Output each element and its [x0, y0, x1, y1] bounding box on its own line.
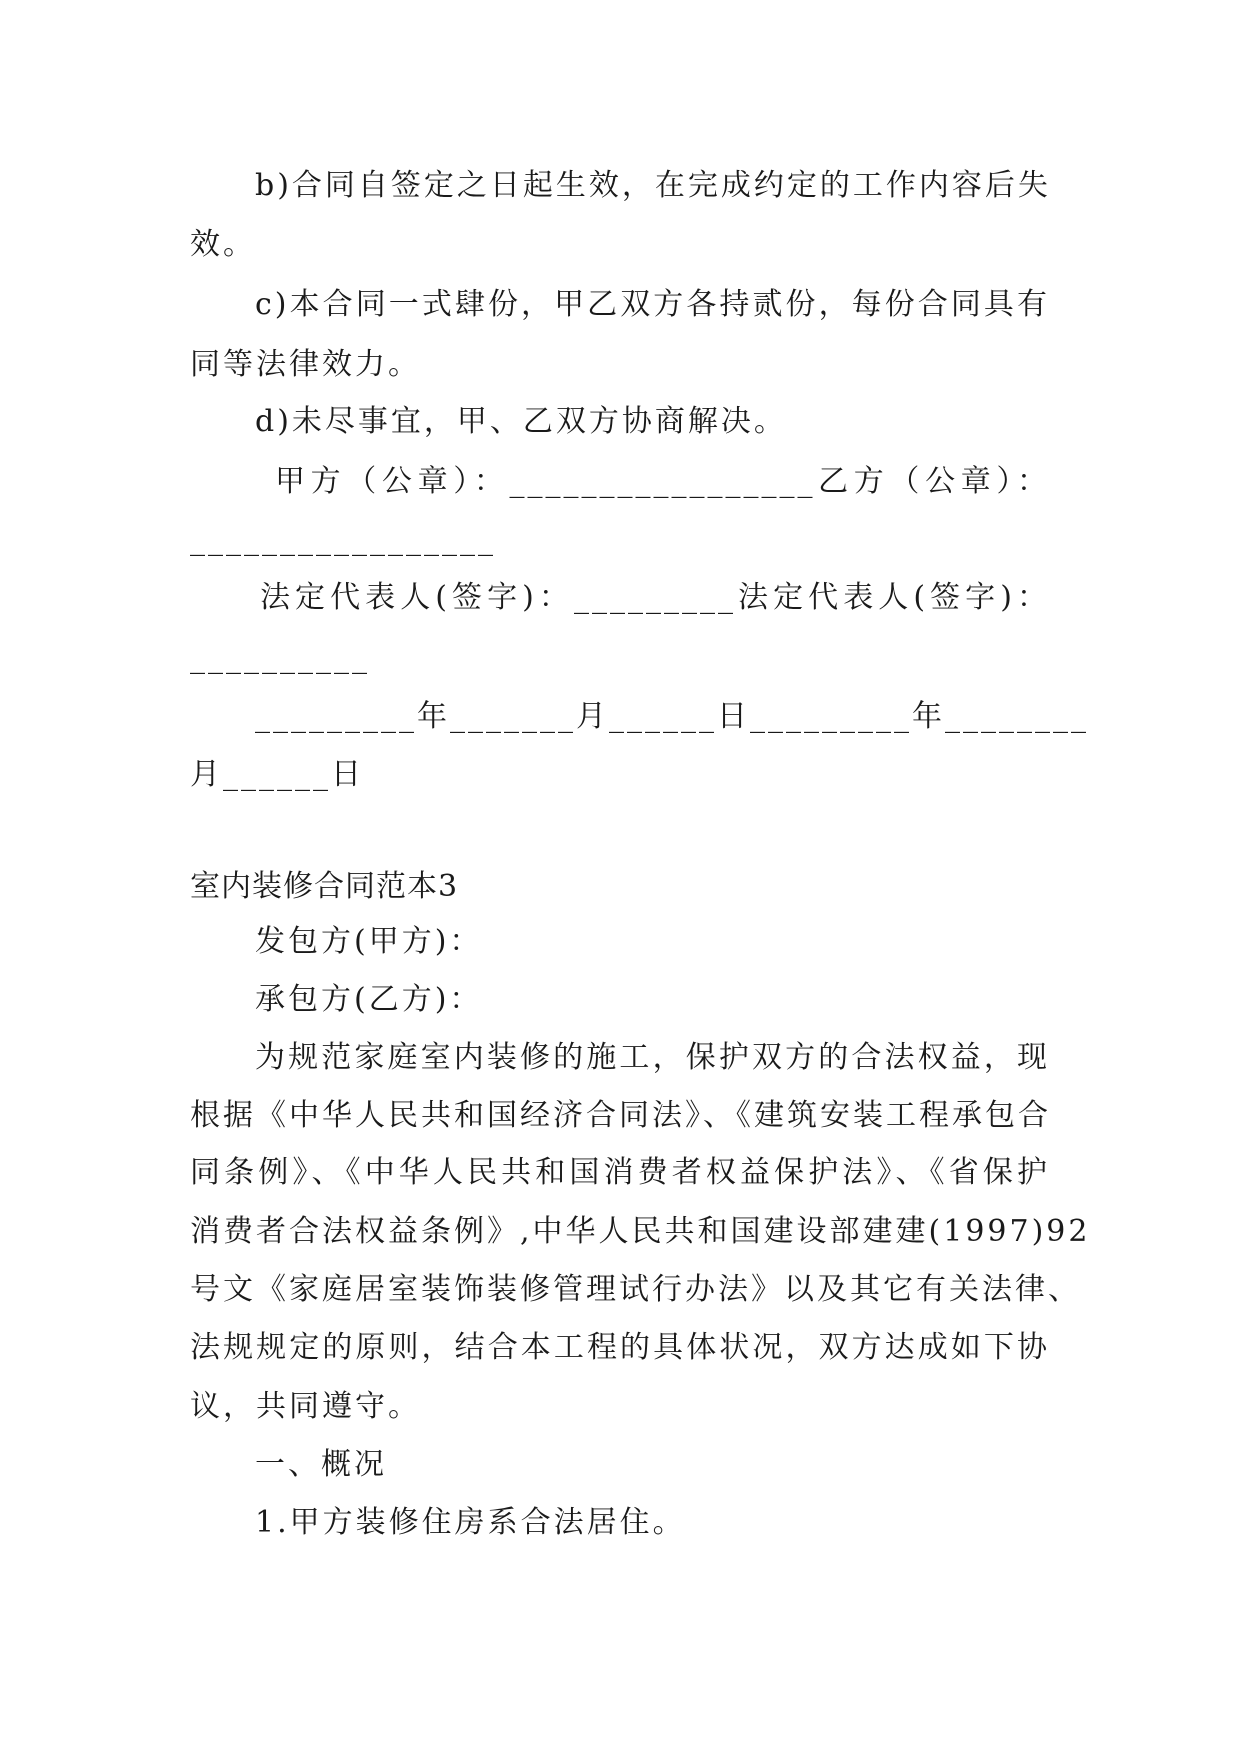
clause-c-line2: 同等法律效力。: [190, 347, 421, 382]
date-line2: 月______日: [190, 757, 364, 792]
preamble-line6: 法规规定的原则，结合本工程的具体状况，双方达成如下协: [190, 1330, 1050, 1365]
date-line1: _________年_______月______日_________年________: [255, 699, 1089, 734]
signature-line: 法定代表人(签字)：_________法定代表人(签字)：: [260, 580, 1050, 615]
party-a-label: 发包方(甲方)：: [255, 924, 483, 959]
preamble-line7: 议，共同遵守。: [190, 1389, 421, 1424]
clause-b-line2: 效。: [190, 227, 256, 262]
seal-line: 甲方（公章）：_________________乙方（公章）：: [275, 464, 1050, 499]
clause-d: d)未尽事宜，甲、乙双方协商解决。: [255, 404, 787, 439]
signature-blank: __________: [190, 640, 370, 675]
preamble-line5: 号文《家庭居室装饰装修管理试行办法》以及其它有关法律、: [190, 1272, 1081, 1307]
clause-b-line1: b)合同自签定之日起生效，在完成约定的工作内容后失: [255, 168, 1051, 203]
clause-c-line1: c)本合同一式肆份，甲乙双方各持贰份，每份合同具有: [255, 287, 1050, 322]
section-title: 室内装修合同范本3: [190, 869, 459, 904]
heading-overview: 一、概况: [255, 1447, 387, 1482]
overview-item-1: 1.甲方装修住房系合法居住。: [255, 1505, 686, 1540]
preamble-line3: 同条例》、《中华人民共和国消费者权益保护法》、《省保护: [190, 1155, 1050, 1190]
party-b-label: 承包方(乙方)：: [255, 982, 483, 1017]
preamble-line4: 消费者合法权益条例》,中华人民共和国建设部建建(1997)92: [190, 1214, 1091, 1249]
preamble-line1: 为规范家庭室内装修的施工，保护双方的合法权益，现: [255, 1040, 1050, 1075]
preamble-line2: 根据《中华人民共和国经济合同法》、《建筑安装工程承包合: [190, 1098, 1051, 1133]
seal-blank: _________________: [190, 522, 496, 557]
